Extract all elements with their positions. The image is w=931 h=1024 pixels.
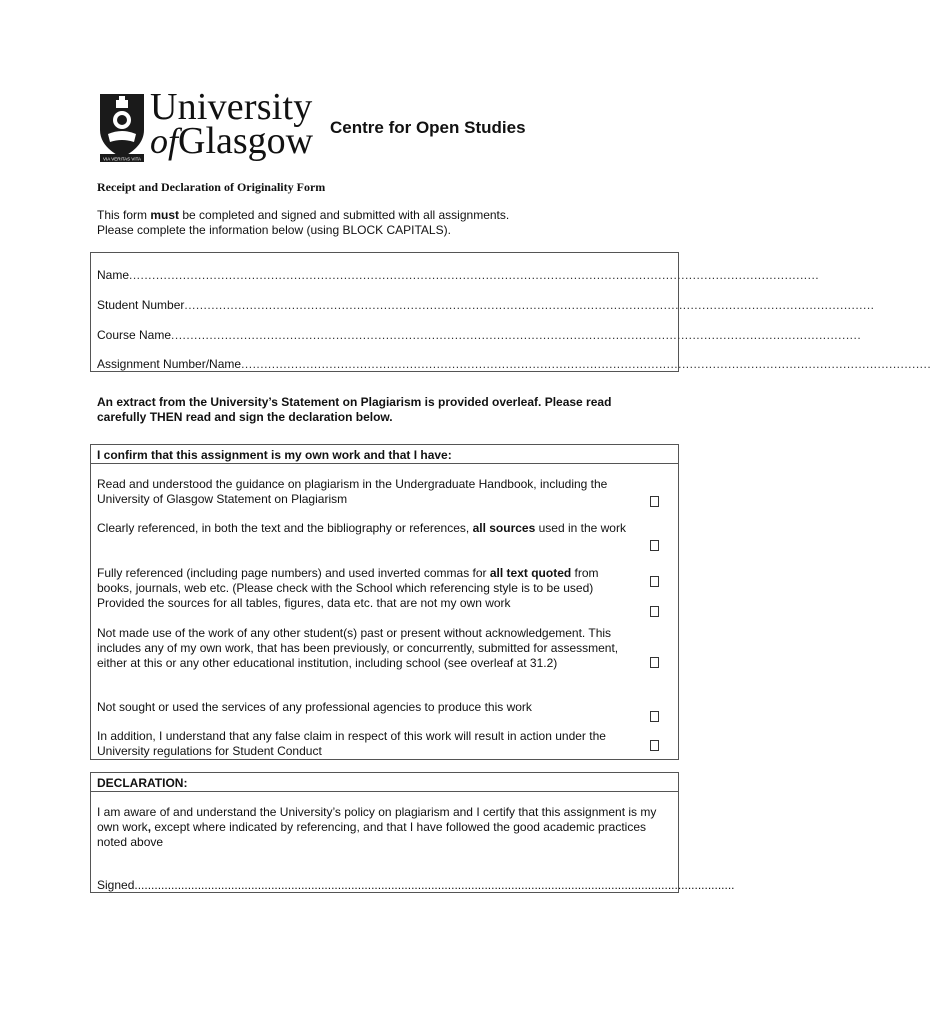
declaration-heading: DECLARATION:: [97, 776, 188, 790]
course-name-field[interactable]: Course Name....................................................................................................................................................................................: [97, 328, 862, 342]
checkbox-2[interactable]: [650, 540, 659, 551]
confirm-item-3: Fully referenced (including page numbers) and used inverted commas for all text quoted from books, journals, web etc. (Please check with the School which referencing style is to be used) Provided the sources for all tables, figures, data etc. that are not my own work: [97, 566, 599, 610]
checkbox-5[interactable]: [650, 657, 659, 668]
confirm-item-2: Clearly referenced, in both the text and the bibliography or references, all sources used in the work: [97, 521, 626, 535]
checkbox-4[interactable]: [650, 606, 659, 617]
extract-notice: An extract from the University’s Statement on Plagiarism is provided overleaf. Please read carefully THEN read and sign the declaration below.: [97, 395, 612, 424]
crest-icon: [98, 90, 148, 165]
confirm-item-6: In addition, I understand that any false claim in respect of this work will result in action under the University regulations for Student Conduct: [97, 729, 606, 758]
divider: [91, 463, 678, 464]
signature-field[interactable]: Signed....................................................................................................................................................................................: [97, 878, 735, 892]
checkbox-3[interactable]: [650, 576, 659, 587]
assignment-field[interactable]: Assignment Number/Name....................................................................................................................................................................................: [97, 357, 931, 371]
confirm-heading: I confirm that this assignment is my own work and that I have:: [97, 448, 452, 462]
svg-text:VIA VERITAS VITA: VIA VERITAS VITA: [102, 156, 142, 162]
declaration-box: [90, 772, 735, 893]
details-box: [90, 252, 931, 372]
confirmation-box: [90, 444, 679, 760]
declaration-text: I am aware of and understand the University’s policy on plagiarism and I certify that this assignment is my own work, except where indicated by referencing, and that I have followed the good academic practices noted above: [97, 805, 657, 849]
logo-wordmark-university: University: [150, 86, 313, 128]
name-field[interactable]: Name....................................................................................................................................................................................: [97, 268, 820, 282]
divider: [91, 791, 678, 792]
checkbox-7[interactable]: [650, 740, 659, 751]
confirm-item-4: Not made use of the work of any other student(s) past or present without acknowledgement. This includes any of my own work, that has been previously, or concurrently, submitted for assessment, either at this or any other educational institution, including school (see overleaf at 31.2): [97, 626, 619, 670]
checkbox-1[interactable]: [650, 496, 659, 507]
checkbox-6[interactable]: [650, 711, 659, 722]
centre-title: Centre for Open Studies: [330, 118, 526, 137]
student-number-field[interactable]: Student Number....................................................................................................................................................................................: [97, 298, 875, 312]
confirm-item-1: Read and understood the guidance on plagiarism in the Undergraduate Handbook, including the University of Glasgow Statement on Plagiarism: [97, 477, 608, 506]
confirm-item-5: Not sought or used the services of any professional agencies to produce this work: [97, 700, 532, 714]
form-title: Receipt and Declaration of Originality Form: [97, 180, 326, 194]
logo-wordmark-glasgow: ofGlasgow: [150, 120, 314, 162]
intro-text: This form must be completed and signed and submitted with all assignments. Please complete the information below (using BLOCK CAPITALS).: [97, 208, 510, 237]
